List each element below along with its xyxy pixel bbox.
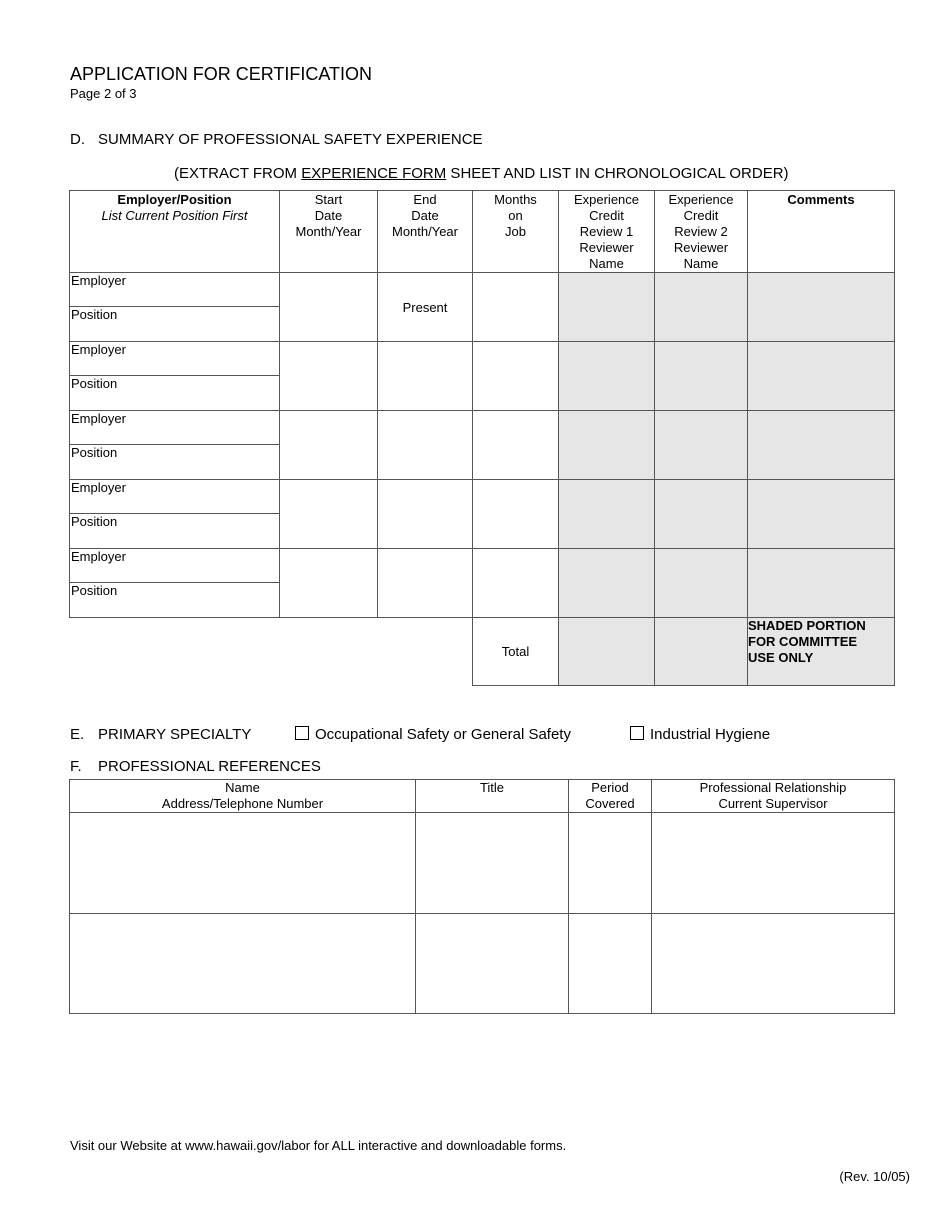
reference-name-field[interactable] <box>70 914 416 1014</box>
revision-label: (Rev. 10/05) <box>839 1169 910 1184</box>
total-spacer <box>70 618 473 686</box>
period-header <box>569 780 652 813</box>
header-line: Professional Relationship <box>699 780 847 795</box>
section-d-heading <box>70 131 483 148</box>
header-line: Review 1 <box>579 224 634 239</box>
page-number: Page 2 of 3 <box>70 86 137 101</box>
experience-form-link[interactable]: EXPERIENCE FORM <box>301 165 447 182</box>
employer-field[interactable]: Employer <box>70 480 279 514</box>
end-date-header <box>378 191 473 273</box>
comments-field <box>748 480 895 549</box>
checkbox[interactable] <box>295 726 309 740</box>
end-date-field[interactable] <box>378 411 473 480</box>
reference-title-field[interactable] <box>416 813 569 914</box>
section-letter: D. <box>70 131 85 148</box>
reference-period-field[interactable] <box>569 914 652 1014</box>
start-date-header <box>280 191 378 273</box>
start-date-field[interactable] <box>280 342 378 411</box>
header-line: Start <box>314 192 343 207</box>
header-line: Months <box>494 192 537 207</box>
reference-relationship-field[interactable] <box>652 914 895 1014</box>
header-line: Date <box>411 208 439 223</box>
review1-field <box>559 273 655 342</box>
name-header <box>70 780 416 813</box>
extract-post: SHEET AND LIST IN CHRONOLOGICAL ORDER) <box>446 165 789 182</box>
review2-header <box>655 191 748 273</box>
comments-field <box>748 549 895 618</box>
employer-position-cell[interactable] <box>70 411 280 480</box>
start-date-field[interactable] <box>280 480 378 549</box>
specialty-option-hygiene[interactable] <box>630 726 770 743</box>
end-date-field[interactable] <box>378 549 473 618</box>
header-line: Covered <box>585 796 635 811</box>
position-field[interactable]: Position <box>71 445 118 460</box>
relationship-header <box>652 780 895 813</box>
header-line: Date <box>314 208 343 223</box>
option-label: Occupational Safety or General Safety <box>315 726 571 743</box>
header-line: Name <box>589 256 624 271</box>
section-e-heading <box>70 726 251 743</box>
comments-field <box>748 411 895 480</box>
website-note: Visit our Website at www.hawaii.gov/labor for ALL interactive and downloadable forms. <box>70 1138 567 1153</box>
experience-row <box>70 342 895 411</box>
section-title: PRIMARY SPECIALTY <box>98 726 252 743</box>
header-line: Credit <box>589 208 624 223</box>
committee-note <box>748 618 895 686</box>
header-line: Review 2 <box>674 224 728 239</box>
months-field[interactable] <box>473 480 559 549</box>
review2-field <box>655 480 748 549</box>
header-line: Month/Year <box>391 224 458 239</box>
form-title: APPLICATION FOR CERTIFICATION <box>70 64 373 84</box>
employer-field[interactable]: Employer <box>70 273 279 307</box>
header-line: Current Supervisor <box>718 796 828 811</box>
review1-field <box>559 480 655 549</box>
review2-field <box>655 342 748 411</box>
note-line: USE ONLY <box>748 650 814 665</box>
employer-position-cell[interactable] <box>70 273 280 342</box>
months-field[interactable] <box>473 549 559 618</box>
months-field[interactable] <box>473 273 559 342</box>
section-letter: F. <box>70 758 82 775</box>
section-title: SUMMARY OF PROFESSIONAL SAFETY EXPERIENCE <box>98 131 483 148</box>
position-field[interactable]: Position <box>71 514 118 529</box>
note-line: SHADED PORTION <box>748 618 866 633</box>
months-field[interactable] <box>473 411 559 480</box>
header-line: Reviewer <box>673 240 729 255</box>
header-line: Name <box>683 256 719 271</box>
comments-header: Comments <box>748 191 895 273</box>
header-line: Name <box>225 780 260 795</box>
employer-position-label: Employer/Position <box>117 192 232 207</box>
review2-field <box>655 549 748 618</box>
references-table <box>69 779 895 1014</box>
extract-instruction <box>174 165 789 182</box>
checkbox[interactable] <box>630 726 644 740</box>
review1-field <box>559 342 655 411</box>
header-line: Job <box>505 224 526 239</box>
employer-position-cell[interactable] <box>70 480 280 549</box>
review2-field <box>655 411 748 480</box>
review1-field <box>559 411 655 480</box>
experience-row <box>70 411 895 480</box>
header-line: End <box>413 192 437 207</box>
header-line: Address/Telephone Number <box>161 796 324 811</box>
employer-position-cell[interactable] <box>70 342 280 411</box>
header-row <box>70 780 895 813</box>
total-label: Total <box>473 618 559 686</box>
reference-period-field[interactable] <box>569 813 652 914</box>
review2-field <box>655 273 748 342</box>
total-review1-field <box>559 618 655 686</box>
employer-position-sub: List Current Position First <box>101 208 248 223</box>
reference-relationship-field[interactable] <box>652 813 895 914</box>
section-letter: E. <box>70 726 85 743</box>
comments-field <box>748 342 895 411</box>
header-line: Experience <box>668 192 734 207</box>
reference-title-field[interactable] <box>416 914 569 1014</box>
end-date-field[interactable] <box>378 342 473 411</box>
title-header: Title <box>416 780 569 813</box>
note-line: FOR COMMITTEE <box>748 634 858 649</box>
review1-field <box>559 549 655 618</box>
specialty-option-safety[interactable] <box>295 726 571 743</box>
position-field[interactable]: Position <box>71 376 118 391</box>
extract-pre: (EXTRACT FROM <box>174 165 302 182</box>
employer-position-header <box>70 191 280 273</box>
header-line: Reviewer <box>579 240 634 255</box>
employer-field[interactable]: Employer <box>70 411 279 445</box>
experience-table <box>69 190 895 686</box>
total-review2-field <box>655 618 748 686</box>
start-date-field[interactable] <box>280 411 378 480</box>
experience-row <box>70 273 895 342</box>
employer-field[interactable]: Employer <box>70 549 279 583</box>
review1-header <box>559 191 655 273</box>
reference-row <box>70 914 895 1014</box>
header-line: Month/Year <box>295 224 362 239</box>
start-date-field[interactable] <box>280 549 378 618</box>
experience-row <box>70 480 895 549</box>
header-line: Period <box>591 780 629 795</box>
experience-row <box>70 549 895 618</box>
end-date-field[interactable]: Present <box>378 273 473 342</box>
comments-field <box>748 273 895 342</box>
header-row <box>70 191 895 273</box>
months-field[interactable] <box>473 342 559 411</box>
header-line: Credit <box>683 208 719 223</box>
position-field[interactable]: Position <box>71 583 118 598</box>
option-label: Industrial Hygiene <box>650 726 771 743</box>
reference-row <box>70 813 895 914</box>
end-date-field[interactable] <box>378 480 473 549</box>
header-line: Experience <box>573 192 640 207</box>
start-date-field[interactable] <box>280 273 378 342</box>
total-row <box>70 618 895 686</box>
section-title: PROFESSIONAL REFERENCES <box>98 758 321 775</box>
section-f-heading <box>70 758 321 775</box>
employer-field[interactable]: Employer <box>70 342 279 376</box>
reference-name-field[interactable] <box>70 813 416 914</box>
position-field[interactable]: Position <box>71 307 118 322</box>
employer-position-cell[interactable] <box>70 549 280 618</box>
months-on-job-header <box>473 191 559 273</box>
header-line: on <box>508 208 523 223</box>
